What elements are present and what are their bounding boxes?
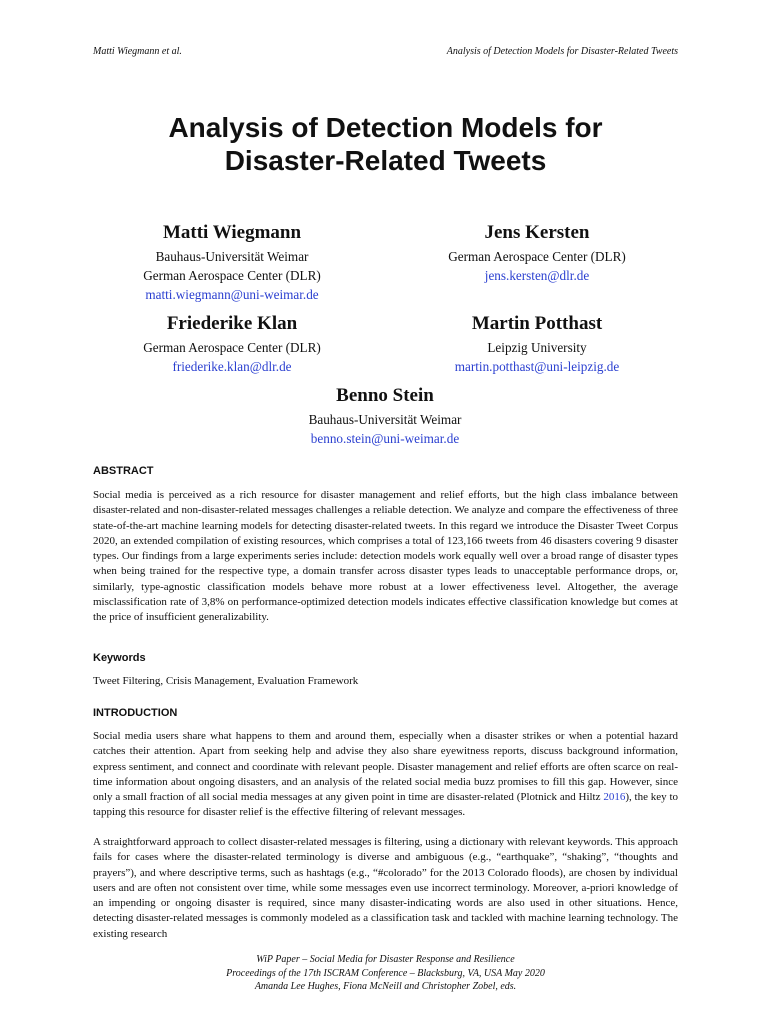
author-affiliation: Bauhaus-Universität Weimar [308,412,462,427]
keywords-heading: Keywords [93,652,146,664]
author-block-wiegmann [102,222,362,304]
author-email-link[interactable]: martin.potthast@uni-leipzig.de [454,359,620,374]
author-affiliation: German Aerospace Center (DLR) [143,340,321,355]
author-email-link[interactable]: benno.stein@uni-weimar.de [310,431,460,446]
author-email-link[interactable]: friederike.klan@dlr.de [172,359,292,374]
keywords-text: Tweet Filtering, Crisis Management, Evaluation Framework [93,675,359,687]
author-name: Jens Kersten [484,222,590,243]
author-name: Benno Stein [336,385,434,406]
running-header [93,46,678,60]
header-title: Analysis of Detection Models for Disaster-Related Tweets [446,46,678,57]
author-email-link[interactable]: jens.kersten@dlr.de [484,268,590,283]
introduction-heading: INTRODUCTION [93,707,178,719]
page-footer [93,953,678,994]
author-block-stein [255,385,515,448]
author-block-klan [102,313,362,376]
header-authors: Matti Wiegmann et al. [93,46,182,57]
author-affiliation: Bauhaus-Universität Weimar [155,249,309,264]
title-line-1: Analysis of Detection Models for [168,112,603,143]
footer-line-1: WiP Paper – Social Media for Disaster Response and Resilience [256,954,515,965]
citation-year-link[interactable]: 2016 [603,791,626,804]
intro-p1-text: Social media users share what happens to them and around them, especially when a disaster strikes or when a potential hazard catches their attention. Apart from seeking help and advise they also share eyewitness reports, discuss background information, express sentiment, and connect and coordinate with relevant people. Disaster management and relief efforts are often scarce on real-time information about ongoing disasters, and an analysis of the related social media buzz promises to fill this gap. However, since only a small fraction of all social media messages at any given point in time are disaster-related (Plotnick and Hiltz [93,730,678,804]
author-name: Matti Wiegmann [162,222,302,243]
author-block-kersten [407,222,667,285]
author-name: Martin Potthast [471,313,603,334]
author-affiliation: Leipzig University [487,340,587,355]
title-line-2: Disaster-Related Tweets [224,145,547,176]
author-name: Friederike Klan [166,313,298,334]
author-email-link[interactable]: matti.wiegmann@uni-weimar.de [145,287,319,302]
intro-p1-text-end: ), the key to tapping this resource for disaster relief is the effective filtering of relevant messages. [93,791,679,819]
introduction-paragraph-2: A straightforward approach to collect disaster-related messages is filtering, using a dictionary with relevant keywords. This approach fails for cases where the disaster-related terminology is diverse and ambiguous (e.g., “earthquake”, “shaking”, “thoughts and prayers”), and where descriptive terms, such as hashtags (e.g., “#colorado” for the 2013 Colorado floods), are chosen by individual users and are often not consistent over time, while some messages even use incorrect terminology. Moreover, a-priori knowledge of an impending or ongoing disaster is required, since many disaster-indicating words are also used in other situations. Hence, detecting disaster-related messages is commonly modeled as a classification task and tackled with machine learning technology. The existing research [93,836,678,940]
author-affiliation: German Aerospace Center (DLR) [448,249,626,264]
author-affiliation: German Aerospace Center (DLR) [143,268,321,283]
abstract-text: Social media is perceived as a rich resource for disaster management and relief efforts, but the high class imbalance between disaster-related and non-disaster-related messages challenges a reliable detection. We analyze and compare the effectiveness of three state-of-the-art machine learning models for detecting disaster-related tweets. In this regard we introduce the Disaster Tweet Corpus 2020, an extended compilation of existing resources, which comprises a total of 123,166 tweets from 46 disasters covering 9 disaster types. Our findings from a large experiments series include: detection models work equally well over a broad range of disaster types when being trained for the respective type, a domain transfer across disaster types leads to unacceptable performance drops, or, similarly, type-agnostic classification models behave more robust at a lower effectiveness level. Altogether, the average misclassification rate of 3,8% on performance-optimized detection models indicates effective classification knowledge but comes at the price of insufficient generalizability. [93,489,678,624]
footer-line-2: Proceedings of the 17th ISCRAM Conference – Blacksburg, VA, USA May 2020 [226,967,545,979]
author-block-potthast [407,313,667,376]
introduction-paragraph-1 [93,729,678,821]
abstract-heading: ABSTRACT [93,465,154,477]
footer-line-3: Amanda Lee Hughes, Fiona McNeill and Christopher Zobel, eds. [254,981,517,992]
paper-title [93,111,678,177]
